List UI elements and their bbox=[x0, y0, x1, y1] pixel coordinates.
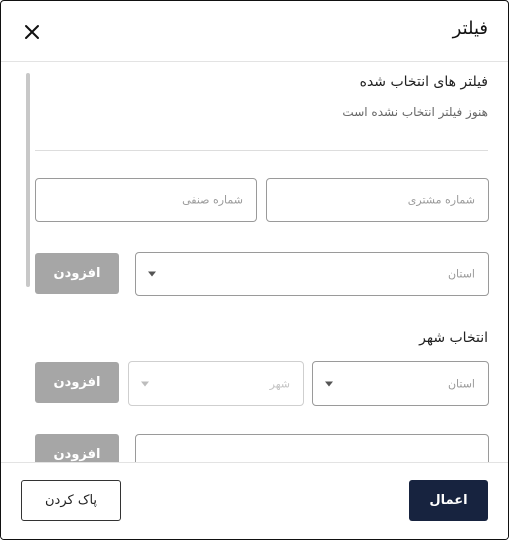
clear-button[interactable]: پاک کردن bbox=[21, 480, 121, 521]
chevron-down-icon bbox=[148, 272, 156, 277]
province-select-placeholder: استان bbox=[447, 267, 475, 281]
city-province-select[interactable] bbox=[312, 361, 489, 406]
city-select-placeholder: شهر bbox=[269, 377, 290, 390]
city-section-title: انتخاب شهر bbox=[419, 330, 488, 346]
dialog-content bbox=[1, 62, 508, 462]
partial-select[interactable] bbox=[135, 434, 489, 462]
customer-number-placeholder: شماره مشتری bbox=[407, 193, 475, 207]
dialog-header bbox=[1, 1, 508, 62]
chevron-down-icon bbox=[325, 381, 333, 386]
city-province-placeholder: استان bbox=[447, 377, 475, 390]
guild-number-input[interactable] bbox=[35, 178, 257, 222]
add-city-button[interactable]: افزودن bbox=[35, 362, 119, 403]
close-icon[interactable] bbox=[23, 23, 41, 41]
chevron-down-icon bbox=[141, 381, 149, 386]
add-partial-button[interactable]: افزودن bbox=[35, 434, 119, 462]
divider bbox=[35, 150, 488, 151]
province-select[interactable] bbox=[135, 252, 489, 296]
dialog-footer bbox=[1, 462, 508, 540]
add-province-button[interactable]: افزودن bbox=[35, 253, 119, 294]
dialog-title: فیلتر bbox=[452, 18, 488, 39]
customer-number-input[interactable] bbox=[266, 178, 489, 222]
no-filter-message: هنوز فیلتر انتخاب نشده است bbox=[342, 105, 488, 119]
selected-filters-title: فیلتر های انتخاب شده bbox=[359, 74, 488, 90]
guild-number-placeholder: شماره صنفی bbox=[182, 193, 243, 207]
city-select[interactable] bbox=[128, 361, 304, 406]
scrollbar-thumb[interactable] bbox=[26, 73, 30, 287]
apply-button[interactable]: اعمال bbox=[409, 480, 488, 521]
